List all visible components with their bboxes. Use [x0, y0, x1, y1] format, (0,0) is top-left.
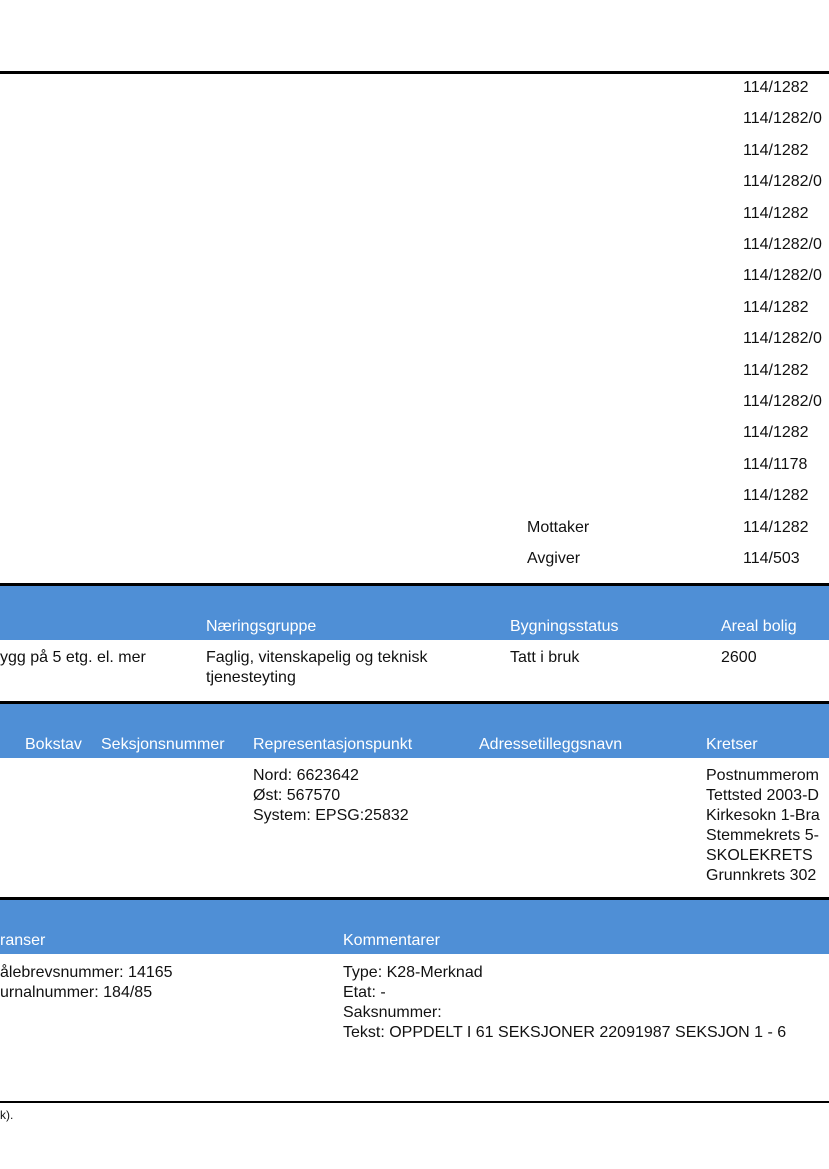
- krets-skolekrets: SKOLEKRETS: [706, 847, 813, 864]
- naeringsgruppe-line1: Faglig, vitenskapelig og teknisk: [206, 649, 428, 666]
- reference-value: 114/1282: [743, 205, 809, 222]
- krets-postnummer: Postnummerom: [706, 767, 819, 784]
- reference-value: 114/1282: [743, 79, 809, 96]
- reference-value: 114/1282: [743, 299, 809, 316]
- reference-value: 114/1282/0: [743, 393, 822, 410]
- areal-bolig-value: 2600: [721, 649, 757, 666]
- header-grenser: ranser: [0, 932, 46, 949]
- header-areal-bolig: Areal bolig: [721, 618, 797, 635]
- naeringsgruppe-line2: tjenesteyting: [206, 669, 296, 686]
- building-type: ygg på 5 etg. el. mer: [0, 649, 146, 666]
- repr-system: System: EPSG:25832: [253, 807, 409, 824]
- reference-value: 114/1178: [743, 456, 808, 473]
- header-kretser: Kretser: [706, 736, 758, 753]
- comment-etat: Etat: -: [343, 984, 386, 1001]
- krets-tettsted: Tettsted 2003-D: [706, 787, 819, 804]
- reference-value: 114/1282/0: [743, 267, 822, 284]
- top-rule: [0, 71, 829, 74]
- repr-ost: Øst: 567570: [253, 787, 341, 804]
- comment-type: Type: K28-Merknad: [343, 964, 483, 981]
- reference-value: 114/1282: [743, 519, 809, 536]
- header-adressetilleggsnavn: Adressetilleggsnavn: [479, 736, 623, 753]
- malebrevsnummer: ålebrevsnummer: 14165: [0, 964, 173, 981]
- comment-saksnummer: Saksnummer:: [343, 1004, 442, 1021]
- footer-rule: [0, 1101, 829, 1103]
- header-representasjonspunkt: Representasjonspunkt: [253, 736, 413, 753]
- krets-kirkesokn: Kirkesokn 1-Bra: [706, 807, 820, 824]
- journalnummer: urnalnummer: 184/85: [0, 984, 153, 1001]
- footer-note: k).: [0, 1108, 14, 1122]
- repr-nord: Nord: 6623642: [253, 767, 359, 784]
- krets-grunnkrets: Grunnkrets 302: [706, 867, 817, 884]
- reference-value: 114/1282: [743, 487, 809, 504]
- header-bokstav: Bokstav: [25, 736, 82, 753]
- reference-value: 114/1282: [743, 424, 809, 441]
- bygningsstatus-value: Tatt i bruk: [510, 649, 580, 666]
- header-naeringsgruppe: Næringsgruppe: [206, 618, 317, 635]
- reference-label: Avgiver: [527, 550, 581, 567]
- reference-value: 114/1282/0: [743, 173, 822, 190]
- reference-value: 114/1282: [743, 362, 809, 379]
- reference-value: 114/1282/0: [743, 110, 822, 127]
- header-seksjonsnummer: Seksjonsnummer: [101, 736, 225, 753]
- header-kommentarer: Kommentarer: [343, 932, 440, 949]
- reference-value: 114/503: [743, 550, 800, 567]
- reference-value: 114/1282/0: [743, 330, 822, 347]
- reference-label: Mottaker: [527, 519, 590, 536]
- comment-tekst: Tekst: OPPDELT I 61 SEKSJONER 22091987 SEKSJON 1 - 6: [343, 1024, 787, 1041]
- reference-value: 114/1282: [743, 142, 809, 159]
- building-header-bar: [0, 586, 829, 640]
- krets-stemmekrets: Stemmekrets 5-: [706, 827, 819, 844]
- header-bygningsstatus: Bygningsstatus: [510, 618, 619, 635]
- reference-value: 114/1282/0: [743, 236, 822, 253]
